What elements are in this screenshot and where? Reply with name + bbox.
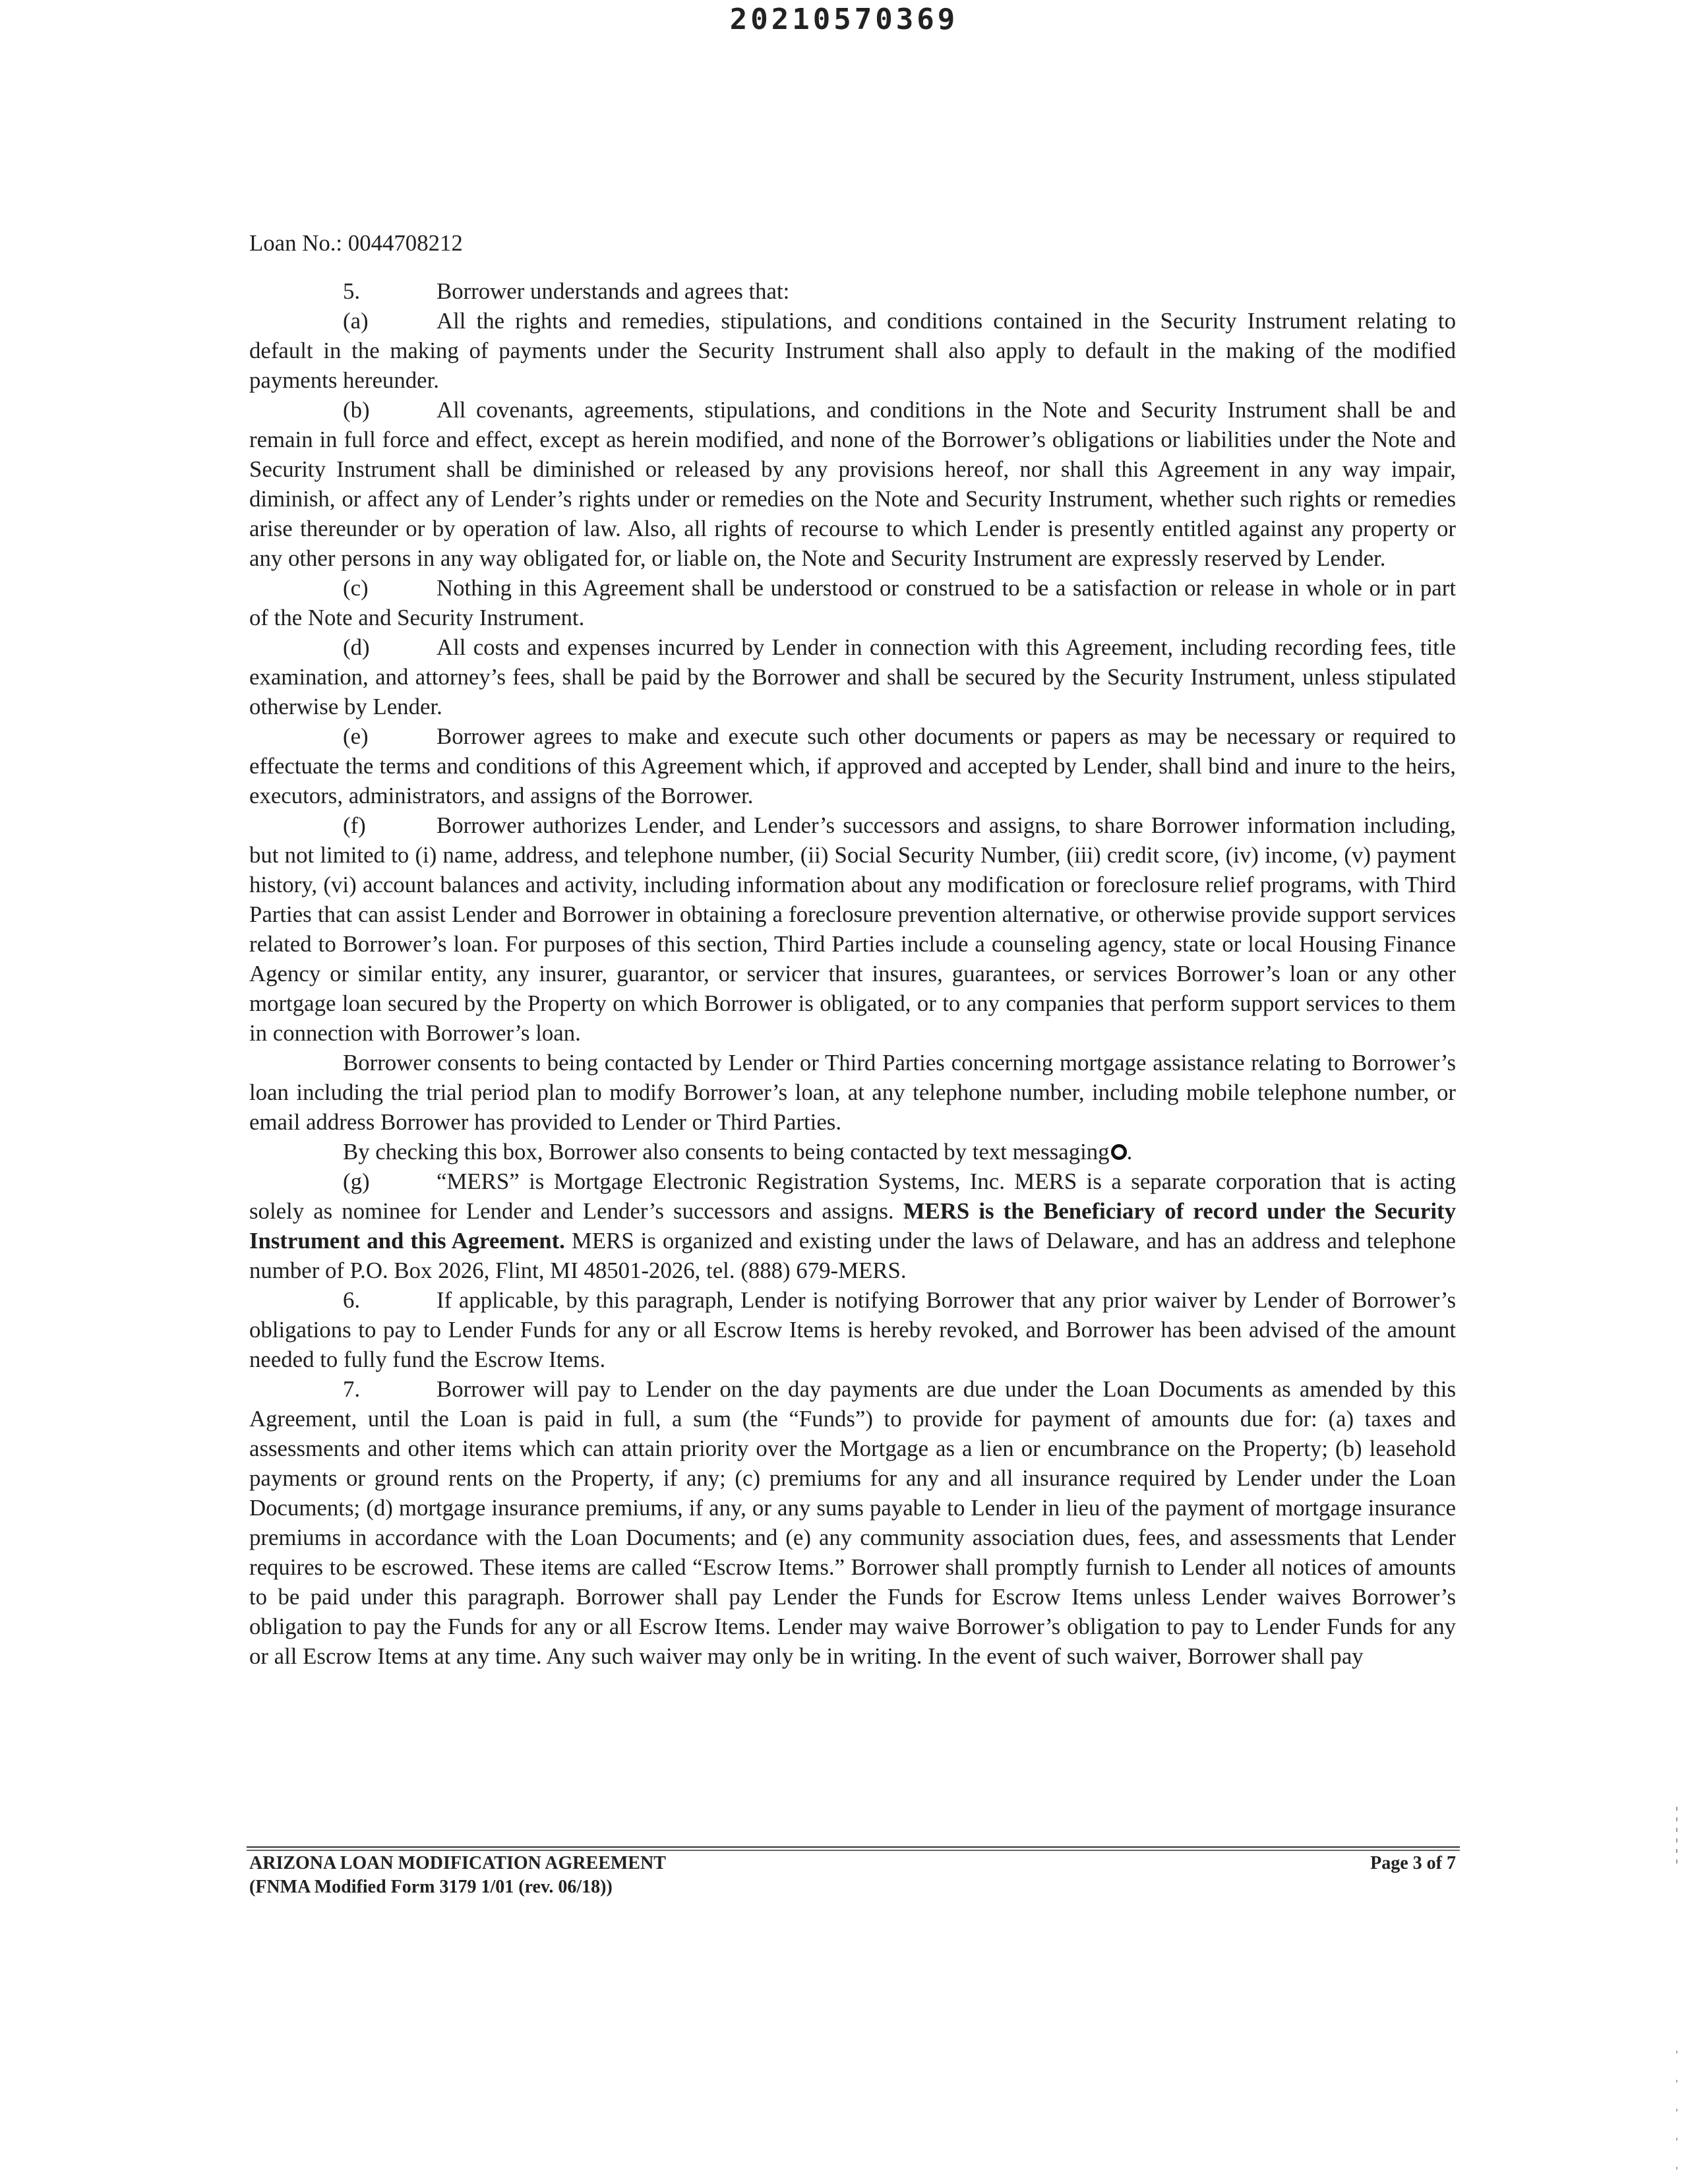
clause-b-text: All covenants, agreements, stipulations, and conditions in the Note and Security Instrument shall be and remain in full force and effect, except as herein modified, and none of the Borrower’s obligations or liabilities under the Note and Security Instrument shall be diminished or released by any provisions hereof, nor shall this Agreement in any way impair, diminish, or affect any of Lender’s rights under or remedies on the Note and Security Instrument, whether such rights or remedies arise thereunder or by operation of law. Also, all rights of recourse to which Lender is presently entitled against any property or any other persons in any way obligated for, or liable on, the Note and Security Instrument are expressly reserved by Lender. [249, 397, 1456, 571]
scan-edge-mark-lower [1675, 2051, 1679, 2169]
section-6-number: 6. [343, 1287, 361, 1313]
clause-d-text: All costs and expenses incurred by Lender in connection with this Agreement, including recording fees, title examination, and attorney’s fees, shall be paid by the Borrower and shall be secured by the Security Instrument, unless stipulated otherwise by Lender. [249, 634, 1456, 719]
clause-f-text: Borrower authorizes Lender, and Lender’s successors and assigns, to share Borrower information including, but not limited to (i) name, address, and telephone number, (ii) Social Security Number, (iii) credit score, (iv) income, (v) payment history, (vi) account balances and activity, including information about any modification or foreclosure relief programs, with Third Parties that can assist Lender and Borrower in obtaining a foreclosure prevention alternative, or otherwise provide support services related to Borrower’s loan. For purposes of this section, Third Parties include a counseling agency, state or local Housing Finance Agency or similar entity, any insurer, guarantor, or servicer that insures, guarantees, or services Borrower’s loan or any other mortgage loan secured by the Property on which Borrower is obligated, or to any companies that perform support services to them in connection with Borrower’s loan. [249, 812, 1456, 1046]
section-5-number: 5. [343, 278, 361, 304]
section-7-number: 7. [343, 1376, 361, 1402]
clause-g [249, 1167, 1456, 1285]
section-7-text: Borrower will pay to Lender on the day payments are due under the Loan Documents as amended by this Agreement, until the Loan is paid in full, a sum (the “Funds”) to provide for payment of amounts due for: (a) taxes and assessments and other items which can attain priority over the Mortgage as a lien or encumbrance on the Property; (b) leasehold payments or ground rents on the Property, if any; (c) premiums for any and all insurance required by Lender under the Loan Documents; (d) mortgage insurance premiums, if any, or any sums payable to Lender in lieu of the payment of mortgage insurance premiums in accordance with the Loan Documents; and (e) any community association dues, fees, and assessments that Lender requires to be escrowed. These items are called “Escrow Items.” Borrower shall promptly furnish to Lender all notices of amounts to be paid under this paragraph. Borrower shall pay Lender the Funds for Escrow Items unless Lender waives Borrower’s obligation to pay the Funds for any or all Escrow Items. Lender may waive Borrower’s obligation to pay to Lender Funds for any or all Escrow Items at any time. Any such waiver may only be in writing. In the event of such waiver, Borrower shall pay [249, 1376, 1456, 1669]
consent-paragraph: Borrower consents to being contacted by Lender or Third Parties concerning mortgage assistance relating to Borrower’s loan including the trial period plan to modify Borrower’s loan, at any telephone number, including mobile telephone number, or email address Borrower has provided to Lender or Third Parties. [249, 1050, 1456, 1135]
footer-title: ARIZONA LOAN MODIFICATION AGREEMENT [249, 1853, 666, 1873]
recording-number: 20210570369 [729, 3, 959, 36]
clause-e-text: Borrower agrees to make and execute such other documents or papers as may be necessary or required to effectuate the terms and conditions of this Agreement which, if approved and accepted by Lender, shall bind and inure to the heirs, executors, administrators, and assigns of the Borrower. [249, 723, 1456, 808]
clause-b-label: (b) [343, 397, 370, 423]
section-6-text: If applicable, by this paragraph, Lender is notifying Borrower that any prior waiver by Lender of Borrower’s obligations to pay to Lender Funds for any or all Escrow Items is hereby revoked, and Borrower has been advised of the amount needed to fully fund the Escrow Items. [249, 1287, 1456, 1372]
clause-c-text: Nothing in this Agreement shall be understood or construed to be a satisfaction or release in whole or in part of the Note and Security Instrument. [249, 575, 1456, 630]
clause-c-label: (c) [343, 575, 369, 601]
footer-form-number: (FNMA Modified Form 3179 1/01 (rev. 06/18)) [249, 1877, 613, 1897]
clause-d [249, 632, 1456, 721]
clause-a [249, 306, 1456, 395]
clause-c [249, 573, 1456, 632]
clause-b [249, 395, 1456, 573]
clause-e [249, 721, 1456, 810]
text-consent-line: By checking this box, Borrower also consents to being contacted by text messaging . [343, 1139, 1133, 1165]
text-messaging-checkbox[interactable] [1111, 1144, 1127, 1160]
clause-g-label: (g) [343, 1168, 370, 1194]
page-number: Page 3 of 7 [1370, 1853, 1456, 1873]
section-7 [249, 1374, 1456, 1671]
footer [249, 1852, 1456, 1899]
loan-label: Loan No.: [249, 230, 343, 256]
clause-g-text-1: “MERS” is Mortgage Electronic Registration Systems, Inc. MERS is a separate corporation that is acting solely as nominee for Lender and Lender’s successors and assigns. [249, 1168, 1456, 1224]
document-body [249, 228, 1456, 1671]
clause-a-text: All the rights and remedies, stipulations, and conditions contained in the Security Instrument relating to default in the making of payments under the Security Instrument shall also apply to default in the making of the modified payments hereunder. [249, 308, 1456, 393]
clause-d-label: (d) [343, 634, 370, 660]
clause-g-bold-text: MERS is the Beneficiary of record under the Security Instrument and this Agreement. [249, 1198, 1457, 1254]
section-5-text: Borrower understands and agrees that: [437, 278, 790, 304]
clause-a-label: (a) [343, 308, 369, 334]
text-consent-text: By checking this box, Borrower also consents to being contacted by text messaging [343, 1139, 1110, 1165]
footer-rule-secondary [247, 1850, 1460, 1851]
clause-e-label: (e) [343, 723, 369, 749]
section-5 [249, 276, 1456, 306]
loan-number: 0044708212 [347, 230, 463, 256]
section-6 [249, 1285, 1456, 1374]
scan-edge-mark [1675, 1807, 1679, 1866]
clause-f-label: (f) [343, 812, 366, 838]
clause-f [249, 810, 1456, 1048]
clause-g-text-2: MERS is organized and existing under the laws of Delaware, and has an address and telephone number of P.O. Box 2026, Flint, MI 48501-2026, tel. (888) 679-MERS. [249, 1228, 1456, 1283]
loan-number-line [249, 228, 1456, 258]
footer-rule [247, 1846, 1460, 1848]
